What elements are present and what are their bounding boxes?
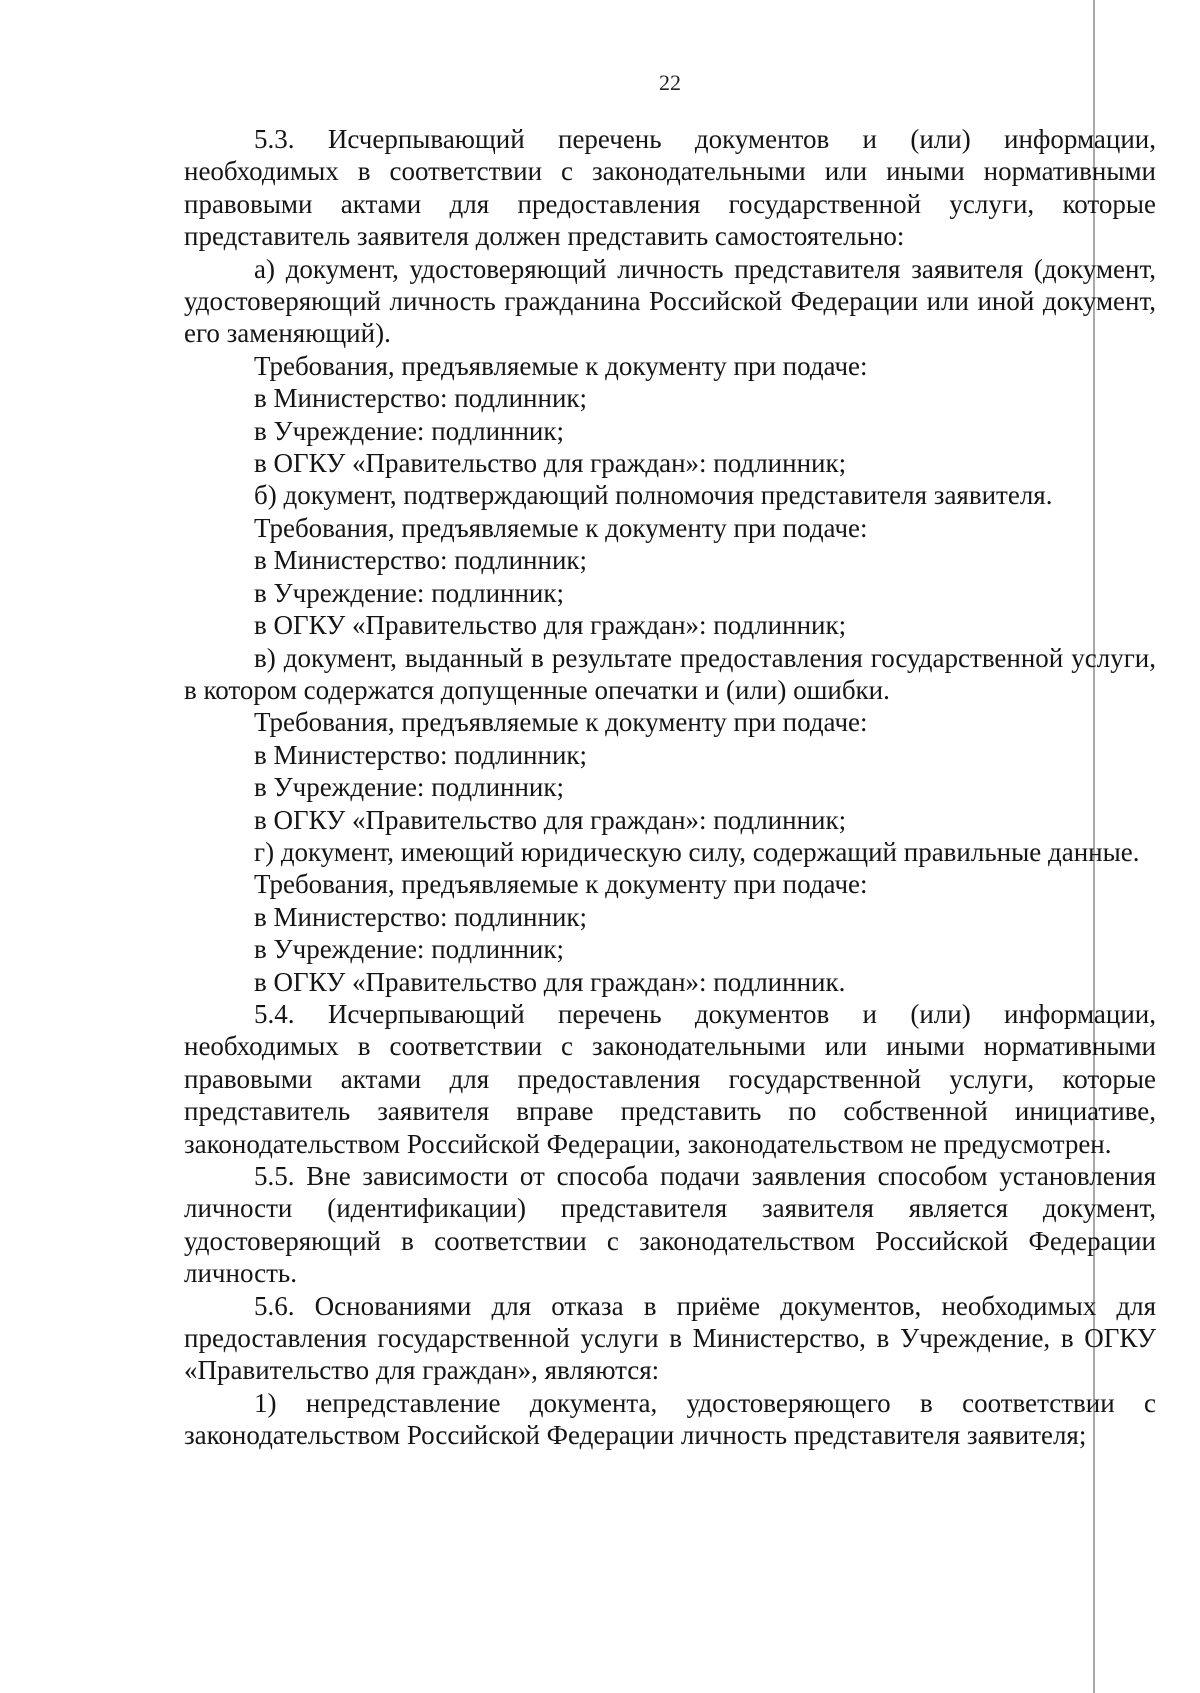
item-v: в) документ, выданный в результате предоставления государственной услуги, в котором содержатся допущенные опечатки и (или) ошибки. xyxy=(184,642,1156,705)
list-item: в ОГКУ «Правительство для граждан»: подлинник; xyxy=(254,804,847,835)
item-g: г) документ, имеющий юридическую силу, содержащий правильные данные. xyxy=(254,836,1140,867)
requirements-heading: Требования, предъявляемые к документу при подаче: xyxy=(254,707,868,738)
list-item: в Министерство: подлинник; xyxy=(254,901,588,932)
paragraph-5-5: 5.5. Вне зависимости от способа подачи заявления способом установления личности (идентификации) представителя заявителя является документ, удостоверяющий в соответствии с законодательством Российской Федерации личность. xyxy=(184,1161,1156,1289)
list-item: в Учреждение: подлинник; xyxy=(254,934,564,965)
paragraph-5-4: 5.4. Исчерпывающий перечень документов и (или) информации, необходимых в соответствии с законодательными или иными нормативными правовыми актами для предоставления государственной услуги, которые представитель заявителя вправе представить по собственной инициативе, законодательством Российской Федерации, законодательством не предусмотрен. xyxy=(184,998,1156,1159)
list-item: в Министерство: подлинник; xyxy=(254,739,588,770)
list-item: в Учреждение: подлинник; xyxy=(254,577,564,608)
list-item: в Министерство: подлинник; xyxy=(254,545,588,576)
list-item: в Учреждение: подлинник; xyxy=(254,772,564,803)
item-b: б) документ, подтверждающий полномочия представителя заявителя. xyxy=(254,480,1053,511)
page-number: 22 xyxy=(659,70,681,95)
requirements-heading: Требования, предъявляемые к документу при подаче: xyxy=(254,512,868,543)
list-item: в ОГКУ «Правительство для граждан»: подлинник; xyxy=(254,448,847,479)
list-item: в Министерство: подлинник; xyxy=(254,383,588,414)
document-body xyxy=(184,123,1156,1452)
requirements-heading: Требования, предъявляемые к документу при подаче: xyxy=(254,869,868,900)
list-item: в ОГКУ «Правительство для граждан»: подлинник. xyxy=(254,966,846,997)
paragraph-5-6: 5.6. Основаниями для отказа в приёме документов, необходимых для предоставления государственной услуги в Министерство, в Учреждение, в ОГКУ «Правительство для граждан», являются: xyxy=(184,1290,1156,1386)
requirements-heading: Требования, предъявляемые к документу при подаче: xyxy=(254,350,868,381)
item-a: а) документ, удостоверяющий личность представителя заявителя (документ, удостоверяющий личность гражданина Российской Федерации или иной документ, его заменяющий). xyxy=(184,253,1156,349)
list-item: в ОГКУ «Правительство для граждан»: подлинник; xyxy=(254,610,847,641)
paragraph-5-3: 5.3. Исчерпывающий перечень документов и (или) информации, необходимых в соответствии с законодательными или иными нормативными правовыми актами для предоставления государственной услуги, которые представитель заявителя должен представить самостоятельно: xyxy=(184,124,1156,252)
item-1: 1) непредставление документа, удостоверяющего в соответствии с законодательством Российской Федерации личность представителя заявителя; xyxy=(184,1387,1156,1451)
list-item: в Учреждение: подлинник; xyxy=(254,415,564,446)
